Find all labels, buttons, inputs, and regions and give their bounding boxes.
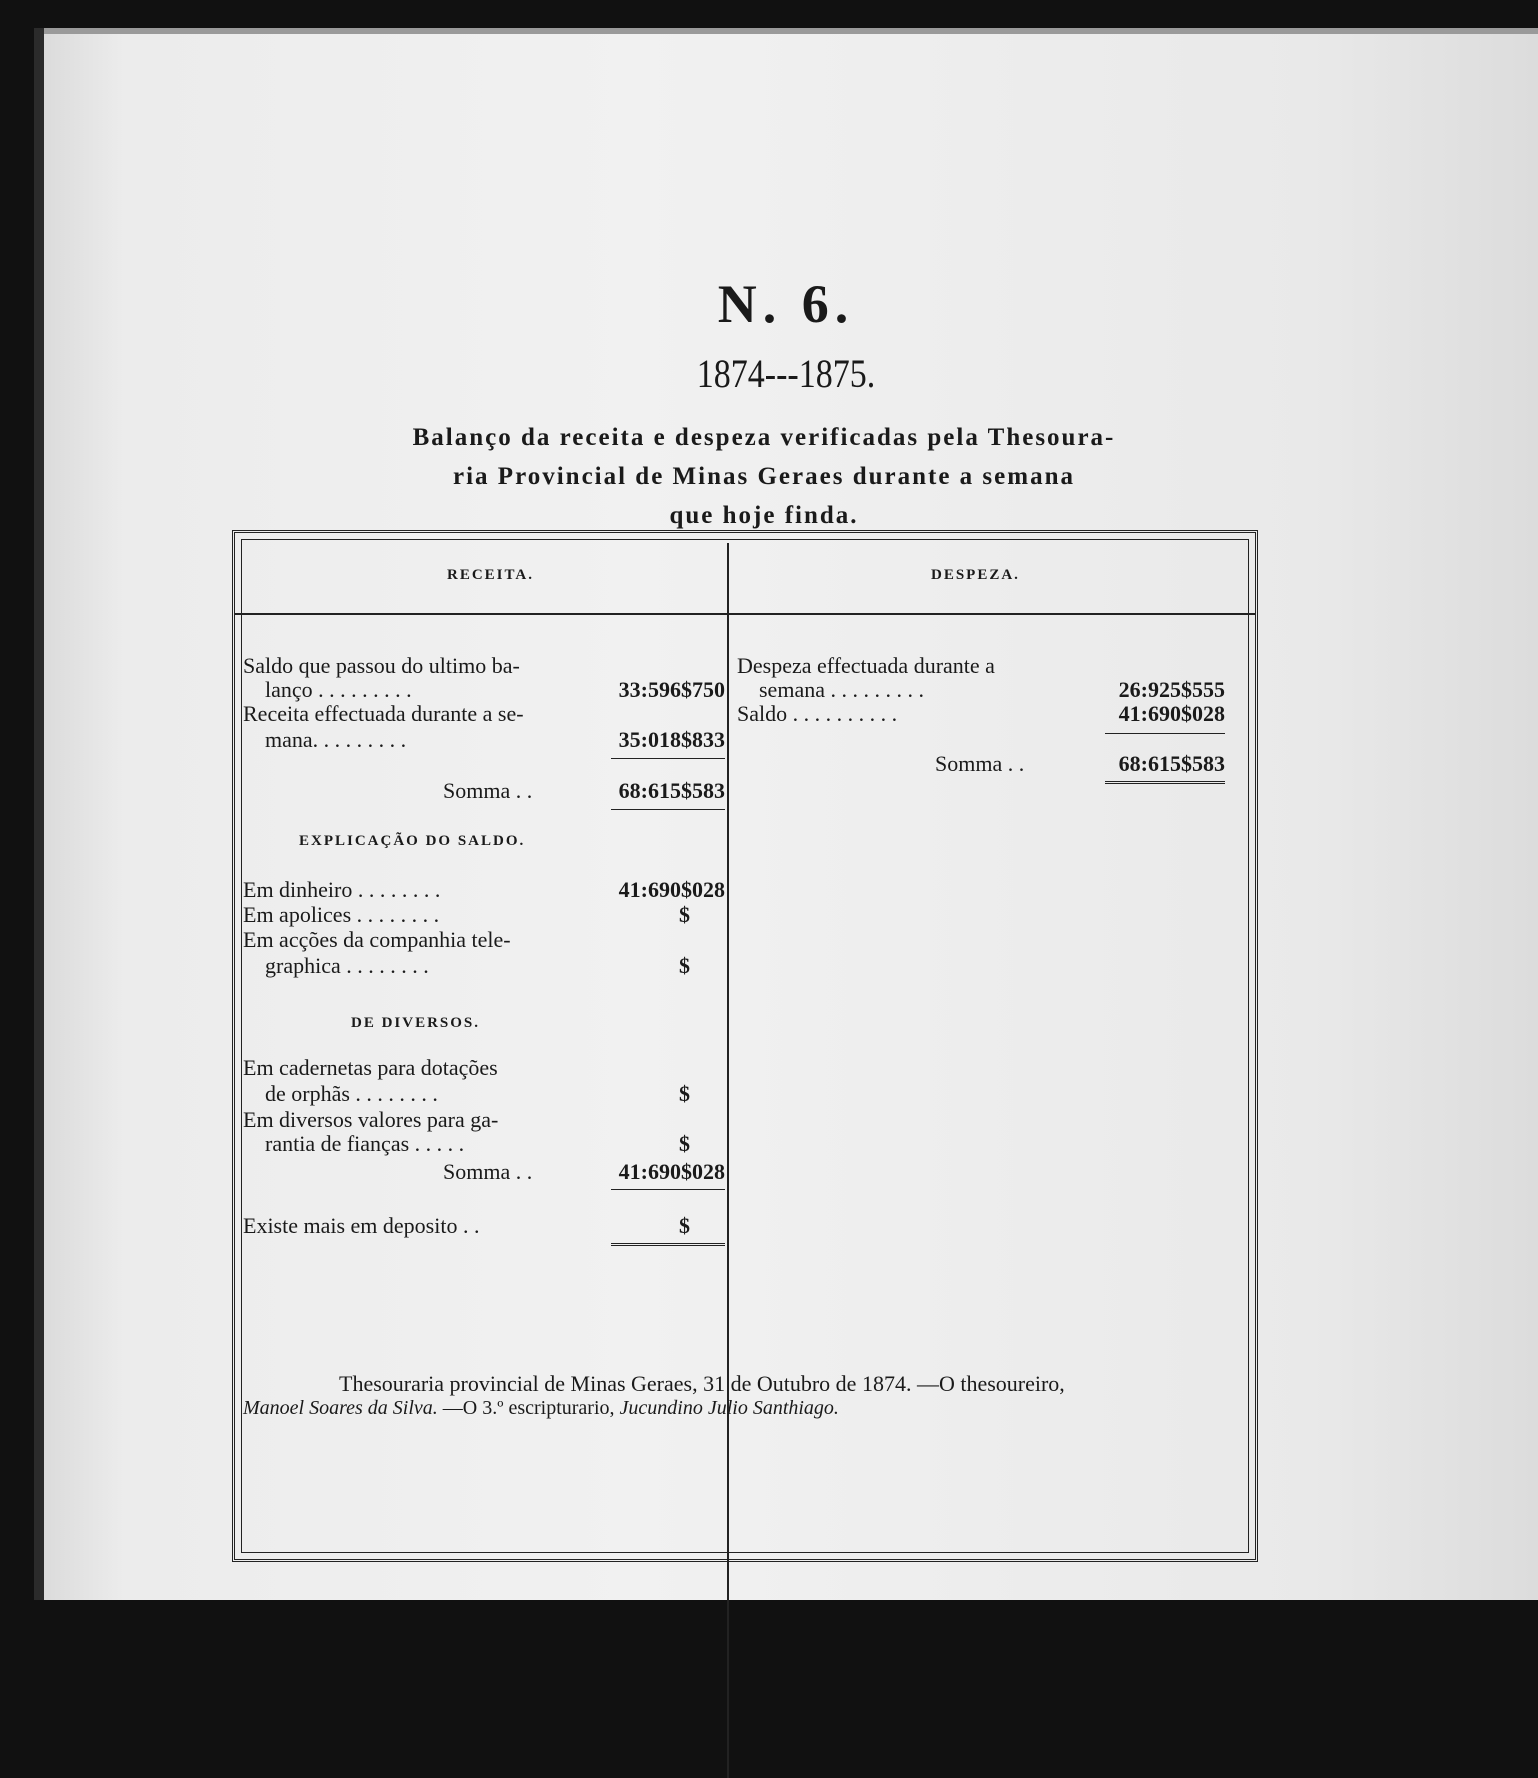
sum-rule xyxy=(611,809,725,811)
deposito-label: Existe mais em deposito . . xyxy=(243,1213,480,1238)
explicacao-row-amount: 41:690$028 xyxy=(618,877,725,902)
diversos-row-label: de orphãs . . . . . . . . xyxy=(265,1081,438,1106)
binding-spine xyxy=(34,28,44,1600)
footer-line: Thesouraria provincial de Minas Geraes, 31 de Outubro de 1874. —O thesoureiro, xyxy=(339,1371,1065,1396)
treasurer-name: Manoel Soares da Silva. xyxy=(243,1397,438,1419)
subtitle-line: Balanço da receita e despeza verificadas pela Thesoura- xyxy=(412,424,1116,451)
balance-table xyxy=(232,530,1258,1562)
document-subtitle xyxy=(264,418,1264,535)
explicacao-row-amount: $ xyxy=(679,953,690,978)
deposito-value: $ xyxy=(679,1213,690,1238)
despeza-row-amount: 41:690$028 xyxy=(1118,701,1225,726)
receita-row-label: lanço . . . . . . . . . xyxy=(265,677,412,702)
column-divider xyxy=(727,543,729,1778)
page-edge xyxy=(34,28,1538,34)
sum-rule xyxy=(611,758,725,760)
receita-row-amount: 33:596$750 xyxy=(618,677,725,702)
despeza-row-label: semana . . . . . . . . . xyxy=(759,677,924,702)
receita-somma-value: 68:615$583 xyxy=(618,778,725,803)
diversos-row-label: Em diversos valores para ga- xyxy=(243,1107,499,1132)
subtitle-line: ria Provincial de Minas Geraes durante a semana xyxy=(453,463,1075,490)
explicacao-row-label: graphica . . . . . . . . xyxy=(265,953,429,978)
diversos-header: DE DIVERSOS. xyxy=(351,1015,481,1031)
subtitle-line: que hoje finda. xyxy=(669,502,859,529)
explicacao-row-label: Em dinheiro . . . . . . . . xyxy=(243,877,441,902)
receita-row-label: Receita effectuada durante a se- xyxy=(243,701,524,726)
receita-row-label: mana. . . . . . . . . xyxy=(265,727,407,752)
despeza-row-label: Saldo . . . . . . . . . . xyxy=(737,701,898,726)
receita-row-amount: 35:018$833 xyxy=(618,727,725,752)
receita-somma2-label: Somma . . xyxy=(443,1159,533,1184)
clerk-name: Jucundino Julio Santhiago. xyxy=(619,1397,839,1419)
explicacao-row-label: Em apolices . . . . . . . . xyxy=(243,902,440,927)
explicacao-header: EXPLICAÇÃO DO SALDO. xyxy=(299,833,526,849)
explicacao-row-label: Em acções da companhia tele- xyxy=(243,927,511,952)
document-number: N. 6. xyxy=(717,274,855,334)
receita-row-label: Saldo que passou do ultimo ba- xyxy=(243,653,520,678)
despeza-header: DESPEZA. xyxy=(931,567,1020,583)
footer-signatures xyxy=(243,1397,839,1420)
despeza-row-label: Despeza effectuada durante a xyxy=(737,653,995,678)
total-rule xyxy=(611,1243,725,1246)
diversos-row-label: rantia de fianças . . . . . xyxy=(265,1131,465,1156)
fiscal-years: 1874---1875. xyxy=(696,351,876,396)
document-page xyxy=(34,28,1538,1600)
receita-header: RECEITA. xyxy=(447,567,534,583)
sum-rule xyxy=(611,1189,725,1191)
despeza-somma-value: 68:615$583 xyxy=(1118,751,1225,776)
footer-mid: —O 3.º escripturario, xyxy=(442,1397,615,1419)
total-rule xyxy=(1105,781,1225,784)
diversos-row-amount: $ xyxy=(679,1131,690,1156)
sum-rule xyxy=(1105,733,1225,735)
receita-somma2-value: 41:690$028 xyxy=(618,1159,725,1184)
diversos-row-amount: $ xyxy=(679,1081,690,1106)
header-rule xyxy=(235,613,1255,615)
despeza-somma-label: Somma . . xyxy=(935,751,1025,776)
receita-somma-label: Somma . . xyxy=(443,778,533,803)
despeza-row-amount: 26:925$555 xyxy=(1118,677,1225,702)
explicacao-row-amount: $ xyxy=(679,902,690,927)
diversos-row-label: Em cadernetas para dotações xyxy=(243,1055,498,1080)
